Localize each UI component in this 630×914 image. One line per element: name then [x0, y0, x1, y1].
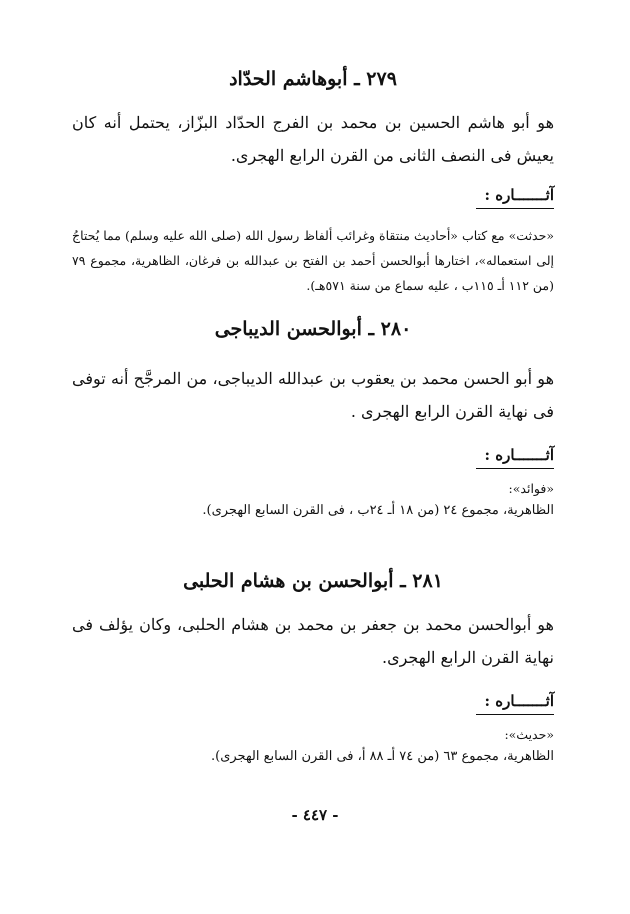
entry-heading: ٢٧٩ ـ أبوهاشم الحدّاد [229, 68, 397, 90]
entry-279 [72, 66, 554, 298]
entry-heading: ٢٨١ ـ أبوالحسن بن هشام الحلبى [183, 570, 443, 592]
work-manuscript: الظاهرية، مجموع ٦٣ (من ٧٤ أـ ٨٨ أ، فى القرن السابع الهجرى). [211, 749, 554, 764]
works-text: «حدثت» مع كتاب «أحاديث منتقاة وغرائب ألفاظ رسول الله (صلى الله عليه وسلم) مما يُحتاجُ إلى استعماله»، اختارها أبوالحسن أحمد بن الفتح بن عبدالله بن فرغان، الظاهرية، مجموع ٧٩ (من ١١٢ أـ ١١٥ب ، عليه سماع من سنة ٥٧١هـ). [72, 228, 554, 293]
entry-280 [72, 316, 554, 523]
athar-label: آثـــــــاره : [476, 444, 554, 469]
work-title: «حديث»: [504, 727, 554, 742]
work-manuscript: الظاهرية، مجموع ٢٤ (من ١٨ أـ ٢٤ب ، فى القرن السابع الهجرى). [202, 503, 554, 518]
athar-label: آثـــــــاره : [476, 690, 554, 715]
work-title: «فوائد»: [508, 481, 554, 496]
entry-body: هو أبو هاشم الحسين بن محمد بن الفرج الحدّاد البزّاز، يحتمل أنه كان يعيش فى النصف الثانى من القرن الرابع الهجرى. [72, 113, 554, 165]
entry-281 [72, 568, 554, 769]
entry-body: هو أبوالحسن محمد بن جعفر بن محمد بن هشام الحلبى، وكان يؤلف فى نهاية القرن الرابع الهجرى. [72, 615, 554, 667]
page-number: - ٤٤٧ - [291, 806, 339, 824]
entry-body: هو أبو الحسن محمد بن يعقوب بن عبدالله الديباجى، من المرجَّح أنه توفى فى نهاية القرن الرابع الهجرى . [72, 369, 554, 421]
entry-heading: ٢٨٠ ـ أبوالحسن الديباجى [214, 318, 412, 340]
athar-label: آثـــــــاره : [476, 184, 554, 209]
